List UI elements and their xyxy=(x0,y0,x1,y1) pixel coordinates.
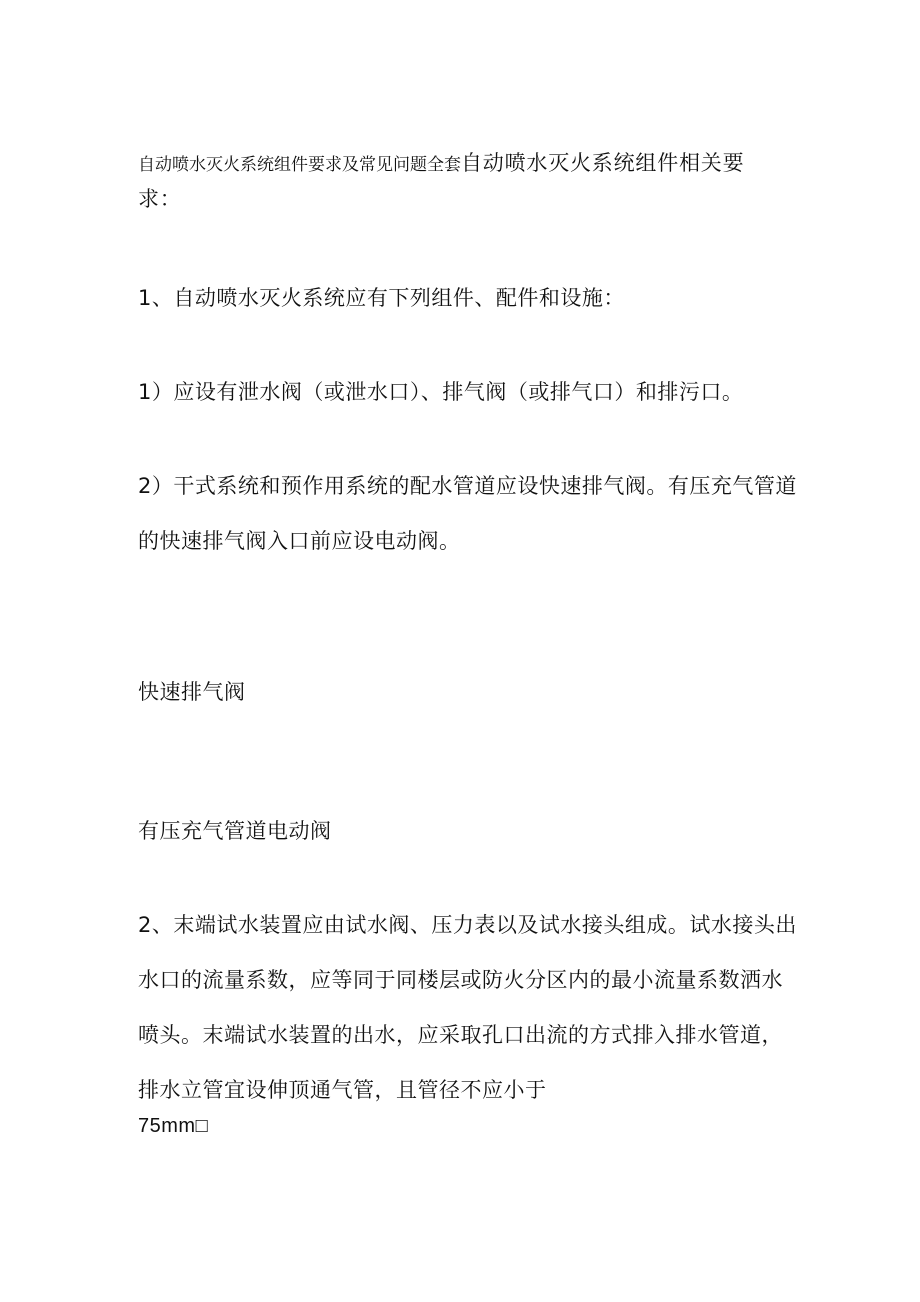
item-1-2-text: 2）干式系统和预作用系统的配水管道应设快速排气阀。有压充气管道的快速排气阀入口前应设电动阀。 xyxy=(138,474,797,553)
item-1-heading: 1、自动喷水灭火系统应有下列组件、配件和设施： xyxy=(138,286,625,310)
item-2-text: 2、末端试水装置应由试水阀、压力表以及试水接头组成。试水接头出水口的流量系数，应等同于同楼层或防火分区内的最小流量系数洒水喷头。末端试水装置的出水，应采取孔口出流的方式排入排水管道，排水立管宜设伸顶通气管，且管径不应小于 xyxy=(138,913,797,1102)
item-1-1-text: 1）应设有泄水阀（或泄水口）、排气阀（或排气口）和排污口。 xyxy=(138,380,744,404)
title-large-part: 自动喷水灭火系统组件相关要 xyxy=(461,151,745,175)
title-continuation: 求： xyxy=(138,187,182,211)
caption-electric-valve: 有压充气管道电动阀 xyxy=(138,819,332,843)
document-title xyxy=(138,148,798,180)
caption-quick-exhaust-valve: 快速排气阀 xyxy=(138,680,246,704)
item-2-pipe-diameter: 75mm□ xyxy=(138,1115,209,1137)
title-small-part: 自动喷水灭火系统组件要求及常见问题全套 xyxy=(138,155,461,175)
